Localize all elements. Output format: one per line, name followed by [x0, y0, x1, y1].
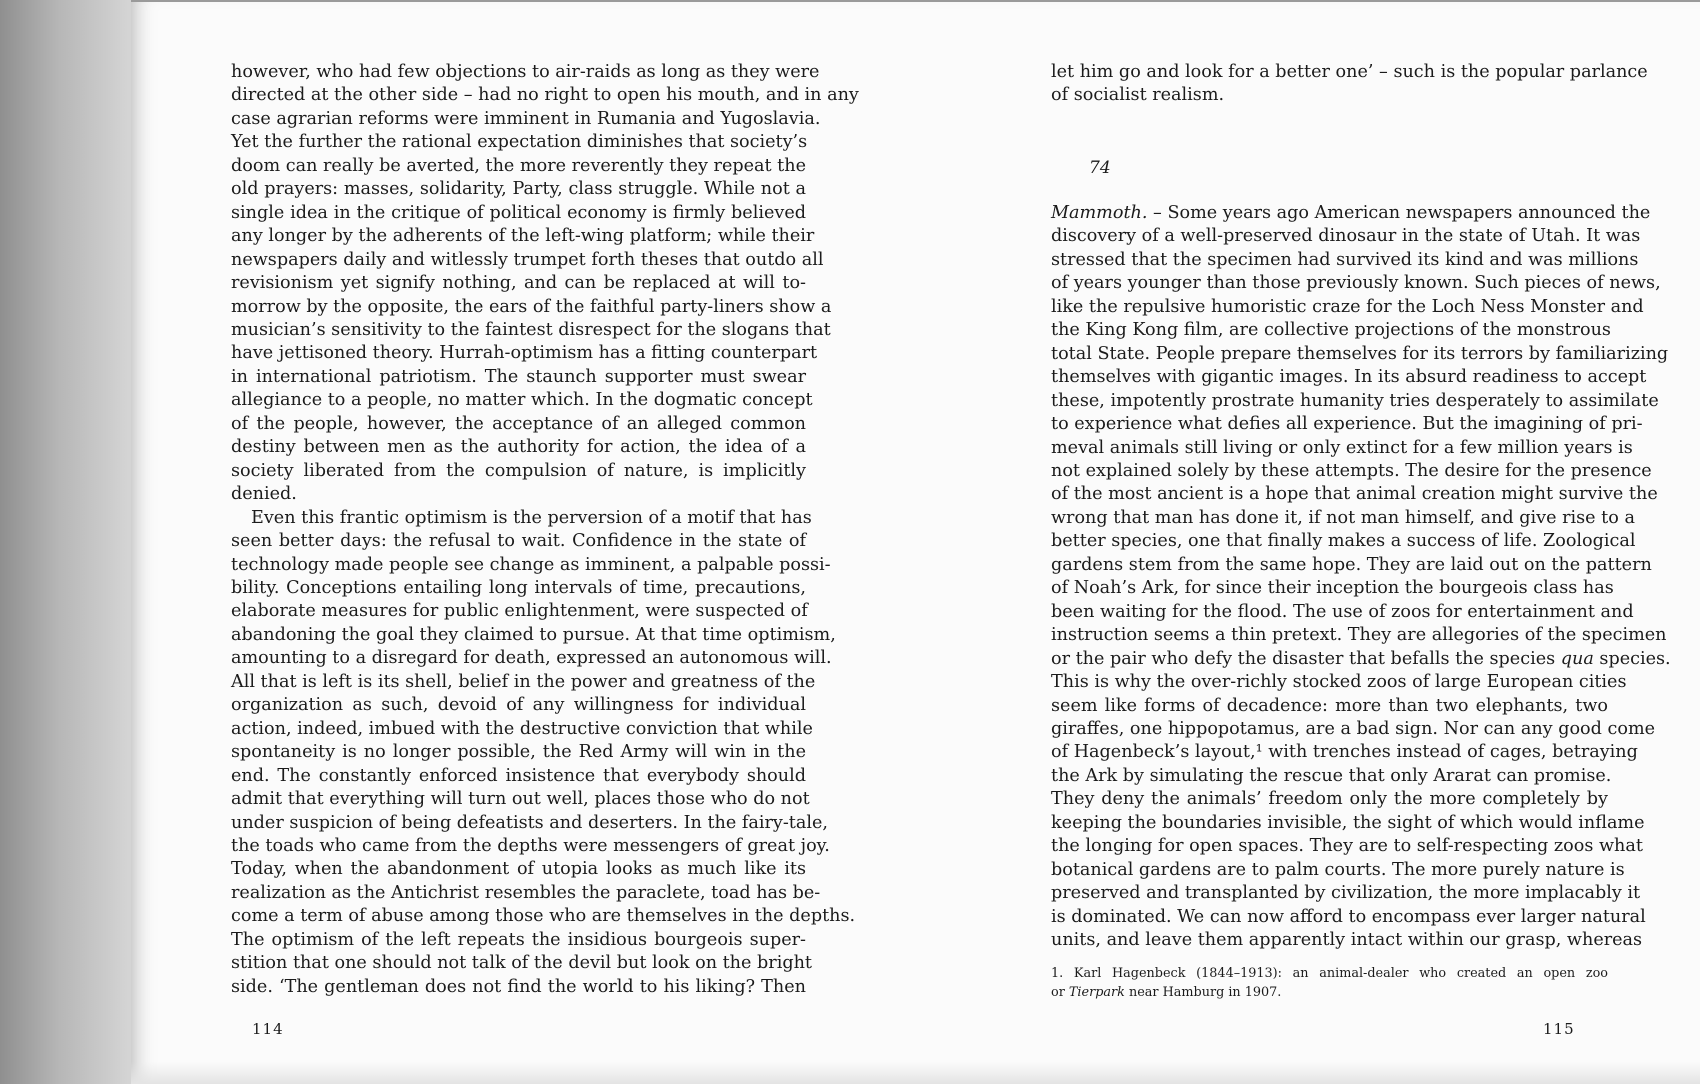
- page-number: 115: [1543, 1020, 1575, 1038]
- text-line: the King Kong film, are collective projections of the monstrous: [1051, 320, 1611, 341]
- italic-word: qua: [1560, 648, 1594, 669]
- text-line: allegiance to a people, no matter which. In the dogmatic concept: [231, 390, 813, 411]
- footnote-text: near Hamburg in 1907.: [1124, 985, 1282, 1000]
- section-title: Mammoth.: [1051, 203, 1148, 223]
- text-line: doom can really be averted, the more reverently they repeat the: [231, 155, 806, 176]
- text-line: end. The constantly enforced insistence that everybody should: [231, 765, 806, 786]
- text-line: discovery of a well-preserved dinosaur in the state of Utah. It was: [1051, 226, 1641, 247]
- book-spread: [131, 0, 1700, 1084]
- text-line: single idea in the critique of political economy is firmly believed: [231, 202, 806, 223]
- text-line: better species, one that finally makes a success of life. Zoological: [1051, 531, 1636, 552]
- text-line: not explained solely by these attempts. The desire for the presence: [1051, 460, 1652, 481]
- right-page: [861, 0, 1700, 1084]
- text-line: abandoning the goal they claimed to pursue. At that time optimism,: [231, 624, 836, 645]
- text-line: side. ‘The gentleman does not find the world to his liking? Then: [231, 976, 806, 997]
- text-line: revisionism yet signify nothing, and can be replaced at will to-: [231, 273, 806, 294]
- text-line: admit that everything will turn out well, places those who do not: [231, 789, 810, 810]
- text-line: of socialist realism.: [1051, 85, 1225, 106]
- text-line: been waiting for the flood. The use of zoos for entertainment and: [1051, 601, 1634, 622]
- text-line: old prayers: masses, solidarity, Party, class struggle. While not a: [231, 179, 806, 200]
- text-line: any longer by the adherents of the left-wing platform; while their: [231, 226, 815, 247]
- footnote-text: Karl Hagenbeck (1844–1913): an animal-dealer who created an open zoo: [1063, 966, 1608, 981]
- text-line: of Noah’s Ark, for since their inception the bourgeois class has: [1051, 578, 1614, 599]
- text-line: spontaneity is no longer possible, the Red Army will win in the: [231, 742, 806, 763]
- text-line: [1051, 648, 1671, 671]
- text-line: meval animals still living or only extinct for a few million years is: [1051, 437, 1633, 458]
- text-line: like the repulsive humoristic craze for the Loch Ness Monster and: [1051, 296, 1644, 317]
- text-line: They deny the animals’ freedom only the more completely by: [1051, 789, 1608, 810]
- text-line: under suspicion of being defeatists and deserters. In the fairy-tale,: [231, 812, 829, 833]
- page-number: 114: [252, 1020, 284, 1038]
- footnote-text: or: [1051, 985, 1069, 1000]
- text-line: themselves with gigantic images. In its absurd readiness to accept: [1051, 367, 1647, 388]
- text-line: of years younger than those previously known. Such pieces of news,: [1051, 273, 1661, 294]
- text-line: of Hagenbeck’s layout,¹ with trenches instead of cages, betraying: [1051, 742, 1638, 763]
- text-line: giraffes, one hippopotamus, are a bad sign. Nor can any good come: [1051, 718, 1656, 739]
- text-line: however, who had few objections to air-raids as long as they were: [231, 62, 820, 82]
- left-page-body: [231, 61, 859, 999]
- text-line: society liberated from the compulsion of nature, is implicitly: [231, 460, 806, 481]
- text-line: denied.: [231, 484, 297, 505]
- text-line: stition that one should not talk of the devil but look on the bright: [231, 953, 812, 974]
- text-line: action, indeed, imbued with the destructive conviction that while: [231, 718, 813, 739]
- text-line: botanical gardens are to palm courts. The more purely nature is: [1051, 859, 1625, 880]
- footnote-italic: Tierpark: [1068, 985, 1125, 1000]
- text-line: come a term of abuse among those who are themselves in the depths.: [231, 906, 856, 927]
- text-line: seen better days: the refusal to wait. Confidence in the state of: [231, 531, 806, 552]
- text-line: units, and leave them apparently intact within our grasp, whereas: [1051, 930, 1643, 951]
- text-line: these, impotently prostrate humanity tries desperately to assimilate: [1051, 390, 1659, 411]
- text-line: the toads who came from the depths were messengers of great joy.: [231, 835, 830, 856]
- text-line: organization as such, devoid of any willingness for individual: [231, 695, 806, 716]
- footnote-line: [1051, 983, 1608, 1002]
- text-line: stressed that the specimen had survived its kind and was millions: [1051, 249, 1639, 270]
- text-line: keeping the boundaries invisible, the sight of which would inflame: [1051, 812, 1645, 833]
- text-line: let him go and look for a better one’ – such is the popular parlance: [1051, 62, 1648, 82]
- text-line: Today, when the abandonment of utopia looks as much like its: [231, 859, 806, 880]
- text-line: preserved and transplanted by civilization, the more implacably it: [1051, 883, 1641, 904]
- text-line: newspapers daily and witlessly trumpet forth theses that outdo all: [231, 249, 824, 270]
- text-line: musician’s sensitivity to the faintest disrespect for the slogans that: [231, 319, 831, 340]
- text-line: This is why the over-richly stocked zoos of large European cities: [1051, 672, 1627, 693]
- text-line: elaborate measures for public enlightenment, were suspected of: [231, 601, 808, 622]
- text-run: – Some years ago American newspapers announced the: [1147, 203, 1651, 223]
- text-line: total State. People prepare themselves for its terrors by familiarizing: [1051, 343, 1669, 364]
- text-line: wrong that man has done it, if not man himself, and give rise to a: [1051, 507, 1635, 528]
- text-run: species.: [1593, 648, 1671, 669]
- text-line: to experience what defies all experience. But the imagining of pri-: [1051, 414, 1643, 435]
- text-line: Even this frantic optimism is the perversion of a motif that has: [251, 507, 812, 528]
- text-line: amounting to a disregard for death, expressed an autonomous will.: [231, 648, 832, 669]
- text-run: or the pair who defy the disaster that befalls the species: [1051, 648, 1561, 669]
- text-line: morrow by the opposite, the ears of the faithful party-liners show a: [231, 296, 832, 317]
- right-page-body: [1051, 202, 1671, 953]
- text-line: case agrarian reforms were imminent in Rumania and Yugoslavia.: [231, 108, 821, 129]
- text-line: in international patriotism. The staunch supporter must swear: [231, 366, 806, 387]
- text-line: of the most ancient is a hope that animal creation might survive the: [1051, 484, 1658, 505]
- text-line: the longing for open spaces. They are to self-respecting zoos what: [1051, 836, 1643, 857]
- footnote-number: 1.: [1051, 966, 1064, 981]
- text-line: Yet the further the rational expectation diminishes that society’s: [231, 132, 808, 153]
- text-line: gardens stem from the same hope. They are laid out on the pattern: [1051, 554, 1652, 575]
- text-line: The optimism of the left repeats the insidious bourgeois super-: [231, 929, 806, 950]
- right-page-continuation: [1051, 61, 1648, 108]
- text-line: seem like forms of decadence: more than two elephants, two: [1051, 695, 1608, 716]
- text-line: of the people, however, the acceptance of an alleged common: [231, 413, 806, 434]
- text-line: instruction seems a thin pretext. They are allegories of the specimen: [1051, 625, 1667, 646]
- text-line: is dominated. We can now afford to encompass ever larger natural: [1051, 906, 1646, 927]
- left-page: [131, 0, 861, 1084]
- text-line: [1051, 202, 1651, 225]
- text-line: destiny between men as the authority for action, the idea of a: [231, 437, 806, 458]
- text-line: have jettisoned theory. Hurrah-optimism has a fitting counterpart: [231, 343, 818, 364]
- text-line: All that is left is its shell, belief in the power and greatness of the: [231, 671, 816, 692]
- footnote-line: [1051, 964, 1608, 983]
- text-line: the Ark by simulating the rescue that only Ararat can promise.: [1051, 765, 1612, 786]
- section-number: 74: [1089, 158, 1111, 178]
- text-line: bility. Conceptions entailing long intervals of time, precautions,: [231, 577, 806, 598]
- footnote: [1051, 964, 1608, 1002]
- text-line: technology made people see change as imminent, a palpable possi-: [231, 554, 831, 575]
- text-line: directed at the other side – had no right to open his mouth, and in any: [231, 85, 859, 106]
- text-line: realization as the Antichrist resembles the paraclete, toad has be-: [231, 882, 821, 903]
